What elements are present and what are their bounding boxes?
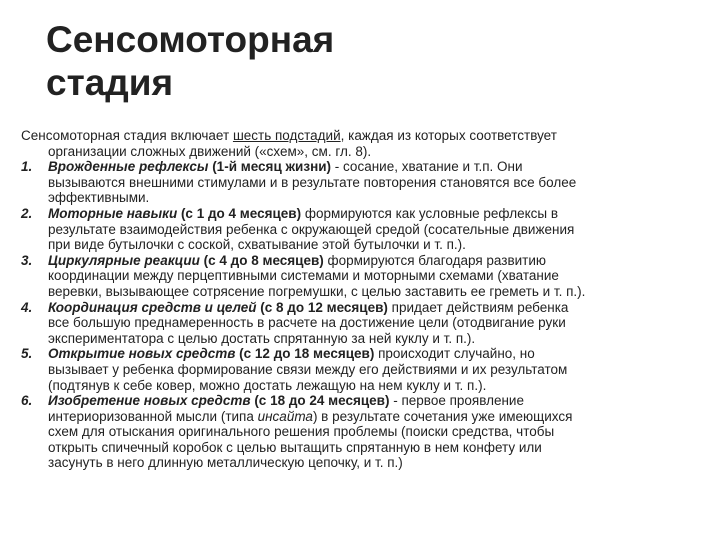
stage-name: Врожденные рефлексы [48, 159, 209, 175]
stage-line: все большую преднамеренность в расчете на достижение цели (отодвигание руки [48, 315, 566, 331]
stage-age: (с 1 до 4 месяцев) [177, 205, 302, 221]
stage-age: (с 12 до 18 месяцев) [235, 346, 375, 362]
intro-underlined-phrase: шесть подстадий [232, 128, 341, 143]
intro-paragraph [21, 128, 706, 159]
title-line-1: Сенсомоторная [46, 19, 335, 60]
intro-suffix: , каждая из которых соответствует [340, 128, 557, 143]
stage-first-line [48, 206, 706, 222]
stage-line: (подтянув к себе ковер, можно достать лежащую на нем куклу и т. п.). [48, 377, 487, 393]
title-line-2: стадия [46, 62, 174, 103]
stage-line: эффективными. [48, 190, 150, 206]
stage-number: 4. [21, 299, 33, 315]
stage-line: результате взаимодействия ребенка с окружающей средой (сосательные движения [48, 221, 575, 237]
stage-age: (с 4 до 8 месяцев) [199, 252, 324, 268]
stage-line: координации между перцептивными системами и моторными схемами (хватание [48, 268, 559, 284]
intro-second-line: организации сложных движений («схем», см. гл. 8). [48, 143, 372, 159]
stage-line: вызывает у ребенка формирование связи между его действиями и их результатом [48, 361, 568, 377]
stage-line: веревки, вызывающее сотрясение погремушки, с целью заставить ее греметь и т. п.). [48, 283, 586, 299]
stage-line: экспериментатора с целью достать спрятанную за ней куклу и т. п.). [48, 330, 476, 346]
stage-text: формируются благодаря развитию [323, 252, 547, 268]
stage-text: происходит случайно, но [374, 346, 535, 362]
stage-text-prefix: интериоризованной мысли (типа [48, 408, 258, 424]
slide-body [21, 128, 706, 471]
stage-first-line [48, 300, 706, 316]
stage-item [21, 159, 706, 206]
stage-name: Изобретение новых средств [48, 393, 251, 409]
stage-age: (1-й месяц жизни) [208, 159, 332, 175]
stage-line: вызываются внешними стимулами и в результате повторения становятся все более [48, 174, 577, 190]
stage-name: Циркулярные реакции [48, 252, 200, 268]
intro-first-line [21, 128, 706, 144]
stage-first-line [48, 393, 706, 409]
stage-number: 1. [21, 159, 33, 175]
stage-age: (с 8 до 12 месяцев) [256, 299, 388, 315]
stage-age: (с 18 до 24 месяцев) [250, 393, 390, 409]
stage-item [21, 346, 706, 393]
stage-text: - сосание, хватание и т.п. Они [331, 159, 523, 175]
stage-line: схем для отыскания оригинального решения проблемы (поиски средства, чтобы [48, 424, 555, 440]
stage-first-line [48, 159, 706, 175]
stage-name: Координация средств и целей [48, 299, 257, 315]
stage-item [21, 253, 706, 300]
stage-second-line [48, 409, 706, 425]
intro-prefix: Сенсомоторная стадия включает [21, 128, 233, 143]
stage-number: 2. [21, 205, 33, 221]
stage-text: - первое проявление [389, 393, 524, 409]
stage-text: формируются как условные рефлексы в [301, 205, 559, 221]
stage-number: 6. [21, 393, 33, 409]
stage-text-suffix: ) в результате сочетания уже имеющихся [312, 408, 573, 424]
stage-item [21, 300, 706, 347]
stage-item [21, 206, 706, 253]
slide-title [46, 18, 646, 104]
stage-line: засунуть в него длинную металлическую цепочку, и т. п.) [48, 455, 403, 471]
stage-line: открыть спичечный коробок с целью вытащить спрятанную в нем конфету или [48, 439, 542, 455]
stage-name: Моторные навыки [48, 205, 178, 221]
stage-number: 5. [21, 346, 33, 362]
stage-first-line [48, 253, 706, 269]
stages-list [21, 159, 706, 471]
stage-text: придает действиям ребенка [387, 299, 569, 315]
stage-italic-term: инсайта [257, 408, 313, 424]
stage-line: при виде бутылочки с соской, схватывание этой бутылочки и т. п.). [48, 237, 466, 253]
stage-first-line [48, 346, 706, 362]
stage-number: 3. [21, 252, 33, 268]
stage-name: Открытие новых средств [48, 346, 236, 362]
stage-item [21, 393, 706, 471]
